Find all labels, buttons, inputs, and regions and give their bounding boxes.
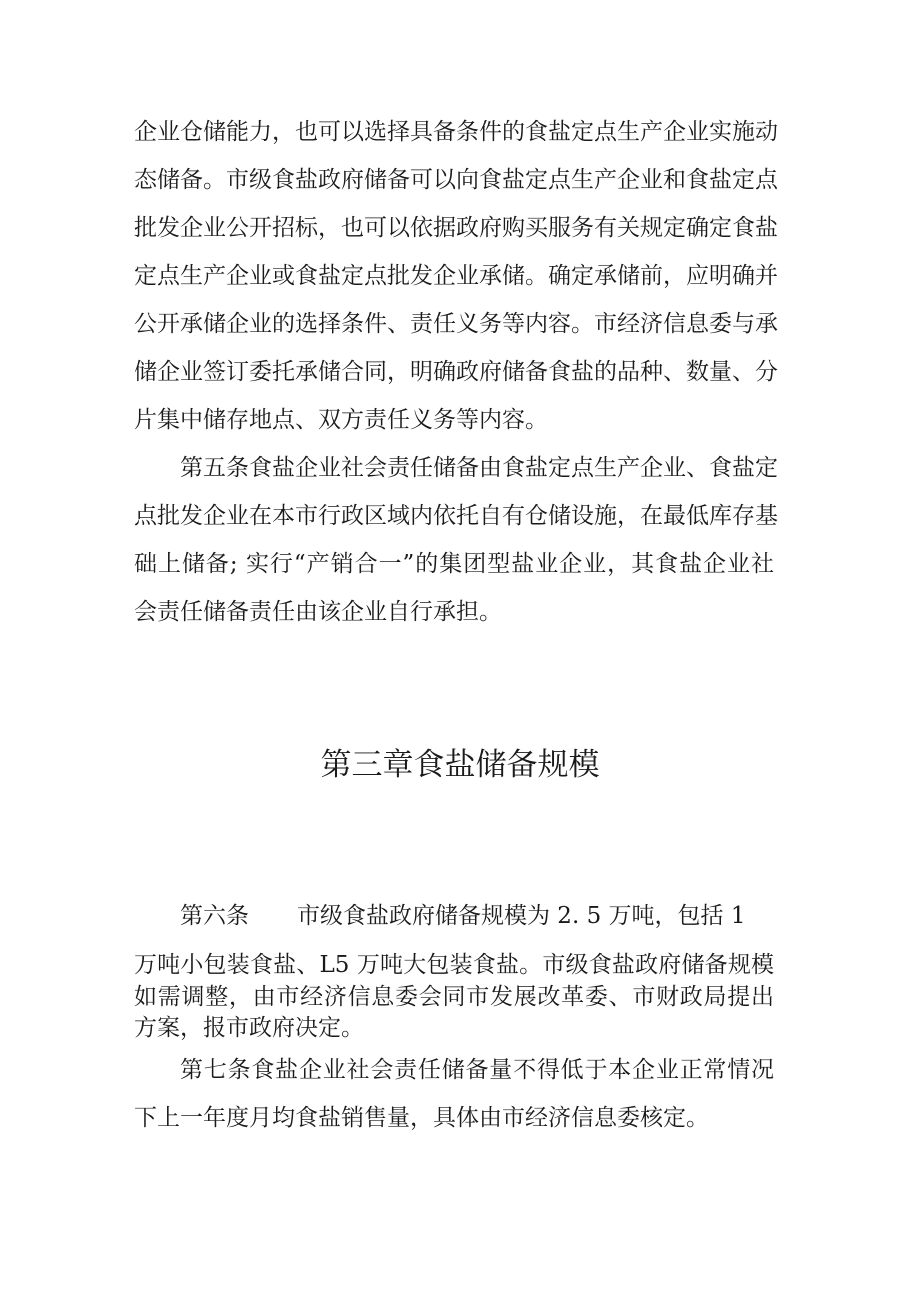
paragraph-line: 片集中储存地点、双方责任义务等内容。 bbox=[134, 407, 548, 433]
paragraph-line: 储企业签订委托承储合同，明确政府储备食盐的品种、数量、分 bbox=[134, 359, 778, 385]
article-6-line: 如需调整，由市经济信息委会同市发展改革委、市财政局提出 bbox=[134, 984, 774, 1010]
article-6-line: 方案，报市政府决定。 bbox=[134, 1015, 364, 1041]
article-5-line: 础上储备; 实行“产销合一”的集团型盐业企业，其食盐企业社 bbox=[134, 551, 774, 577]
article-7-line: 下上一年度月均食盐销售量，具体由市经济信息委核定。 bbox=[134, 1105, 709, 1131]
paragraph-line: 企业仓储能力，也可以选择具备条件的食盐定点生产企业实施动 bbox=[134, 119, 778, 145]
article-5-line: 点批发企业在本市行政区域内依托自有仓储设施，在最低库存基 bbox=[134, 503, 778, 529]
chapter-heading: 第三章食盐储备规模 bbox=[320, 747, 600, 783]
paragraph-line: 态储备。市级食盐政府储备可以向食盐定点生产企业和食盐定点 bbox=[134, 167, 778, 193]
article-5-line: 会责任储备责任由该企业自行承担。 bbox=[134, 599, 502, 625]
paragraph-line: 公开承储企业的选择条件、责任义务等内容。市经济信息委与承 bbox=[134, 311, 778, 337]
paragraph-line: 定点生产企业或食盐定点批发企业承储。确定承储前，应明确并 bbox=[134, 263, 778, 289]
paragraph-line: 批发企业公开招标，也可以依据政府购买服务有关规定确定食盐 bbox=[134, 215, 778, 241]
article-6-line: 万吨小包装食盐、L5 万吨大包装食盐。市级食盐政府储备规模 bbox=[134, 952, 774, 978]
article-5-line: 第五条食盐企业社会责任储备由食盐定点生产企业、食盐定 bbox=[180, 455, 778, 481]
article-7-line: 第七条食盐企业社会责任储备量不得低于本企业正常情况 bbox=[180, 1057, 774, 1083]
article-6-first-line: 市级食盐政府储备规模为 2. 5 万吨，包括 1 bbox=[297, 903, 746, 929]
article-6-label: 第六条 bbox=[180, 903, 249, 929]
